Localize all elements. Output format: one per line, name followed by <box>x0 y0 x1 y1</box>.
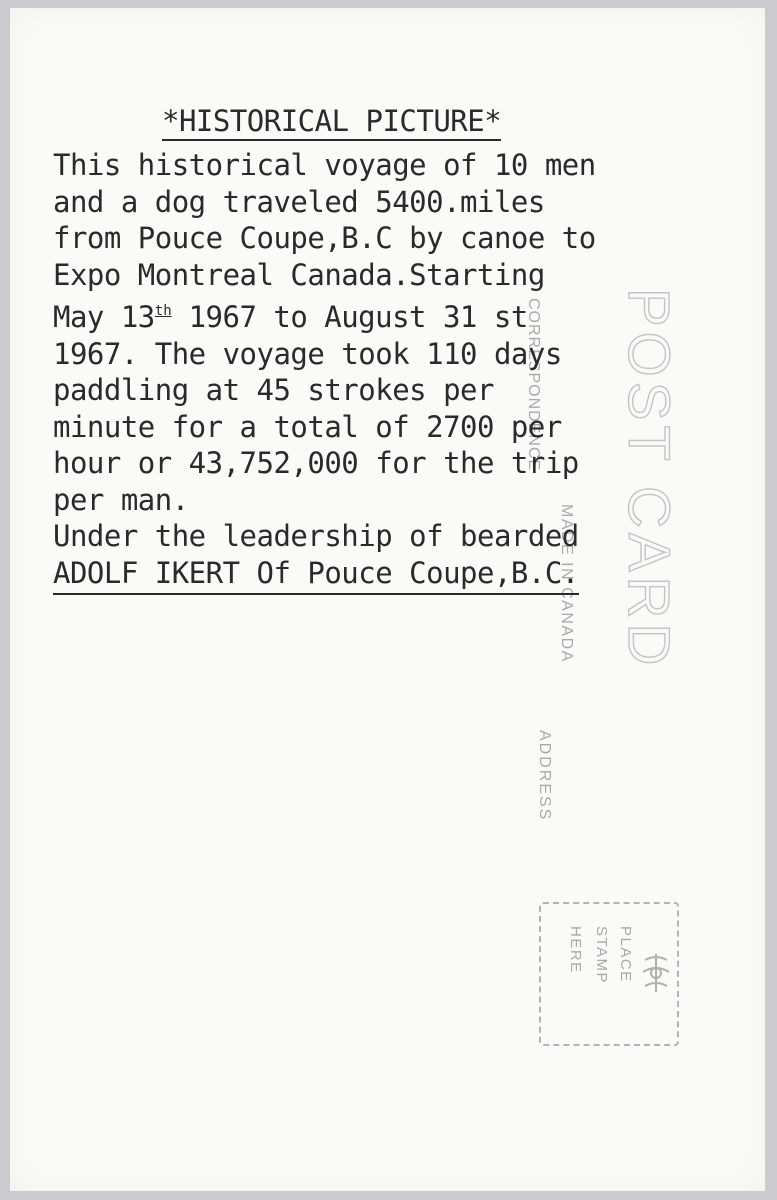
stamp-text-place: PLACE <box>617 926 634 983</box>
stamp-text-here: HERE <box>567 926 584 974</box>
ordinal-suffix: th <box>154 303 172 319</box>
message-date-start: May 13 <box>53 300 155 334</box>
stamp-text-stamp: STAMP <box>593 926 610 985</box>
postcard-title: POST CARD <box>616 288 681 671</box>
message-line: minute for a total of 2700 per <box>53 409 562 444</box>
message-line: Expo Montreal Canada.Starting <box>53 257 545 292</box>
message-line: from Pouce Coupe,B.C by canoe to <box>53 221 596 255</box>
address-label: ADDRESS <box>536 730 553 822</box>
heading-text: *HISTORICAL PICTURE* <box>162 104 501 141</box>
stamp-box <box>539 902 679 1046</box>
crown-icon <box>641 952 671 994</box>
correspondence-label: CORRESPONDENCE <box>525 298 542 472</box>
message-line: hour or 43,752,000 for the trip <box>53 446 579 480</box>
message-date-end: 1967 to August 31 st <box>171 300 528 334</box>
postcard-back <box>10 8 765 1191</box>
message-line: Under the leadership of bearded <box>53 519 579 553</box>
message-line: and a dog traveled 5400.miles <box>53 184 545 219</box>
message-line-date <box>53 293 596 336</box>
message-line-signature: ADOLF IKERT Of Pouce Coupe,B.C. <box>53 555 579 596</box>
message-line: paddling at 45 strokes per <box>53 373 494 407</box>
message-line: 1967. The voyage took 110 days <box>53 336 562 371</box>
typed-message <box>53 147 596 595</box>
message-line: per man. <box>53 482 189 517</box>
heading <box>162 104 501 138</box>
message-line: This historical voyage of 10 men <box>53 148 596 182</box>
made-in-label: MADE IN CANADA <box>558 504 575 663</box>
